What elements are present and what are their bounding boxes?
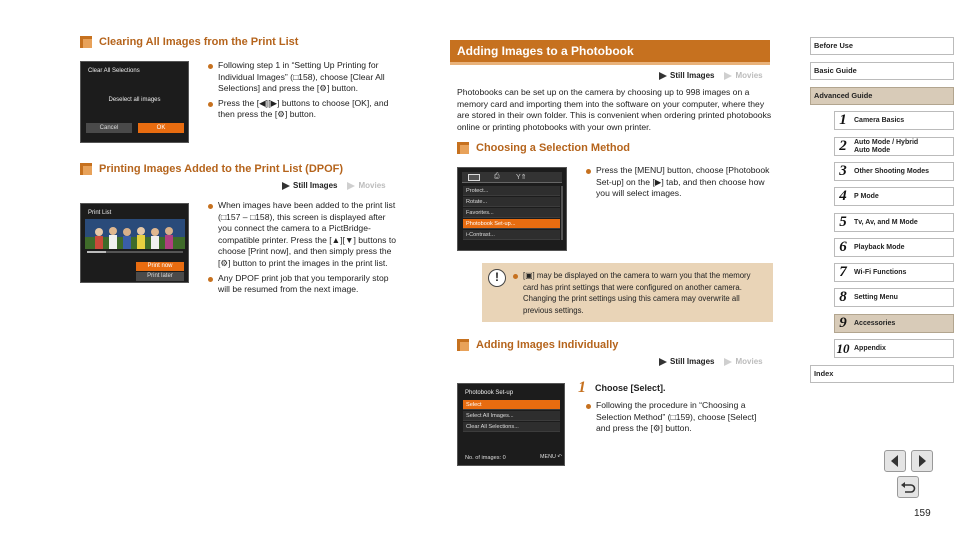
clear-all-heading: Clearing All Images from the Print List [80,36,298,48]
nav-basic-guide[interactable]: Basic Guide [810,62,954,80]
nav-chapter-8[interactable] [834,288,954,307]
individual-mode-indicator: Still Images Movies [659,357,763,366]
arrow-left-icon [885,451,905,471]
nav-chapter-10[interactable] [834,339,954,358]
chapter-number: 2 [839,138,847,154]
list-item: Press the [MENU] button, choose [Photobook Set-up] on the [▶] tab, and then choose how you will select images. [585,165,771,200]
cancel-button[interactable]: Cancel [86,123,132,133]
still-images-icon [659,358,667,366]
menu-back-icon[interactable]: MENU ↶ [540,454,562,460]
still-images-icon [659,72,667,80]
next-page-button[interactable] [911,450,933,472]
chapter-number: 10 [836,340,850,356]
thumbnail-image [85,219,185,249]
chapter-label: Other Shooting Modes [854,167,930,175]
setup-tab-icon[interactable]: Y⇑ [516,174,527,181]
menu-item-select[interactable]: Select [463,400,560,410]
menu-item-select-all[interactable]: Select All Images... [463,411,560,421]
chapter-number: 3 [839,163,847,179]
playback-menu-screen [457,167,567,251]
section-square-icon [80,36,92,48]
section-square-icon [457,339,469,351]
print-now-button[interactable]: Print now [136,262,184,271]
dpof-heading: Printing Images Added to the Print List (DPOF) [80,163,343,175]
menu-item-rotate[interactable]: Rotate... [463,197,560,207]
caution-icon: ! [488,269,506,287]
list-item: Press the [◀][▶] buttons to choose [OK], and then press the [⚙] button. [207,98,397,121]
list-item: Any DPOF print job that you temporarily stop will be resumed from the next image. [207,273,399,296]
progress-fill [87,251,106,253]
adding-individually-heading: Adding Images Individually [457,339,618,351]
photobook-mode-indicator: Still Images Movies [659,71,763,80]
caution-box [482,263,773,322]
chapter-number: 5 [839,214,847,230]
screen-message: Deselect all images [108,97,161,103]
movies-icon [347,182,355,190]
chapter-label: P Mode [854,192,879,200]
scrollbar[interactable] [561,186,563,240]
chapter-label: Wi-Fi Functions [854,268,907,276]
chapter-number: 1 [839,112,847,128]
chapter-label: Setting Menu [854,293,898,301]
menu-item-clear-all[interactable]: Clear All Selections... [463,422,560,432]
movies-icon [724,358,732,366]
playback-tab-icon[interactable] [468,174,480,181]
nav-chapter-6[interactable] [834,238,954,257]
menu-item-photobook-setup[interactable]: Photobook Set-up... [463,219,560,229]
nav-before-use[interactable]: Before Use [810,37,954,55]
chapter-number: 7 [839,264,847,280]
still-images-icon [282,182,290,190]
return-icon [898,477,918,497]
print-tab-icon[interactable]: ⎙ [494,173,500,180]
menu-item-protect[interactable]: Protect... [463,186,560,196]
list-item: Following the procedure in “Choosing a Selection Method” (□159), choose [Select] and press the [⚙] button. [585,400,771,435]
section-square-icon [457,142,469,154]
chapter-number: 4 [839,188,847,204]
nav-chapter-3[interactable] [834,162,954,181]
step-title: Choose [Select]. [595,383,666,393]
list-item: Following step 1 in “Setting Up Printing for Individual Images” (□158), choose [Clear All Selections] and press the [⚙] button. [207,60,397,95]
chapter-number: 8 [839,289,847,305]
movies-icon [724,72,732,80]
chapter-label: Auto Mode / Hybrid Auto Mode [854,138,919,154]
chapter-label: Playback Mode [854,243,905,251]
nav-chapter-9[interactable] [834,314,954,333]
nav-index[interactable]: Index [810,365,954,383]
page-number: 159 [914,508,931,519]
choosing-method-steps [585,165,771,203]
nav-chapter-4[interactable] [834,187,954,206]
previous-page-button[interactable] [884,450,906,472]
screen-title: Photobook Set-up [465,390,514,396]
nav-chapter-1[interactable] [834,111,954,130]
print-list-screen [80,203,189,283]
clear-selections-screen [80,61,189,143]
chapter-label: Tv, Av, and M Mode [854,218,918,226]
photobook-setup-screen [457,383,565,466]
chapter-number: 9 [839,315,847,331]
chapter-label: Camera Basics [854,116,905,124]
image-count: No. of images: 0 [465,455,506,461]
caution-text: [▣] may be displayed on the camera to warn you that the memory card has print settings that were configured on another camera. Changing the print settings using this camera may overwrite all previous settings. [512,270,765,316]
return-button[interactable] [897,476,919,498]
progress-track [87,251,183,253]
caution-list [512,270,765,319]
step-number: 1 [578,379,586,396]
list-item: When images have been added to the print list (□157 – □158), this screen is displayed after you connect the camera to a PictBridge-compatible printer. Press the [▲][▼] buttons to choose [Print now], and then simply press the [⚙] button to print the images in the print list. [207,200,399,270]
dpof-mode-indicator: Still Images Movies [282,181,386,190]
chapter-number: 6 [839,239,847,255]
menu-item-i-contrast[interactable]: i-Contrast... [463,230,560,240]
menu-item-favorites[interactable]: Favorites... [463,208,560,218]
nav-chapter-7[interactable] [834,263,954,282]
dpof-steps [207,200,399,299]
screen-title: Clear All Selections [88,68,140,74]
chapter-label: Accessories [854,319,896,327]
arrow-right-icon [912,451,932,471]
screen-title: Print List [88,210,112,216]
ok-button[interactable]: OK [138,123,184,133]
nav-chapter-5[interactable] [834,213,954,232]
chapter-label: Appendix [854,344,886,352]
print-later-button[interactable]: Print later [136,272,184,281]
menu-tab-bar [462,172,562,183]
page-title: Adding Images to a Photobook [450,40,770,62]
adding-individually-steps [585,400,771,438]
choosing-method-heading: Choosing a Selection Method [457,142,630,154]
nav-chapter-2[interactable] [834,137,954,156]
section-square-icon [80,163,92,175]
clear-all-steps [207,60,397,124]
nav-advanced-guide[interactable]: Advanced Guide [810,87,954,105]
photobook-intro: Photobooks can be set up on the camera by choosing up to 998 images on a memory card and importing them into the software on your computer, where they are stored in their own folder. This is convenient when ordering printed photobooks online or printing photobooks with your own printer. [457,87,772,132]
